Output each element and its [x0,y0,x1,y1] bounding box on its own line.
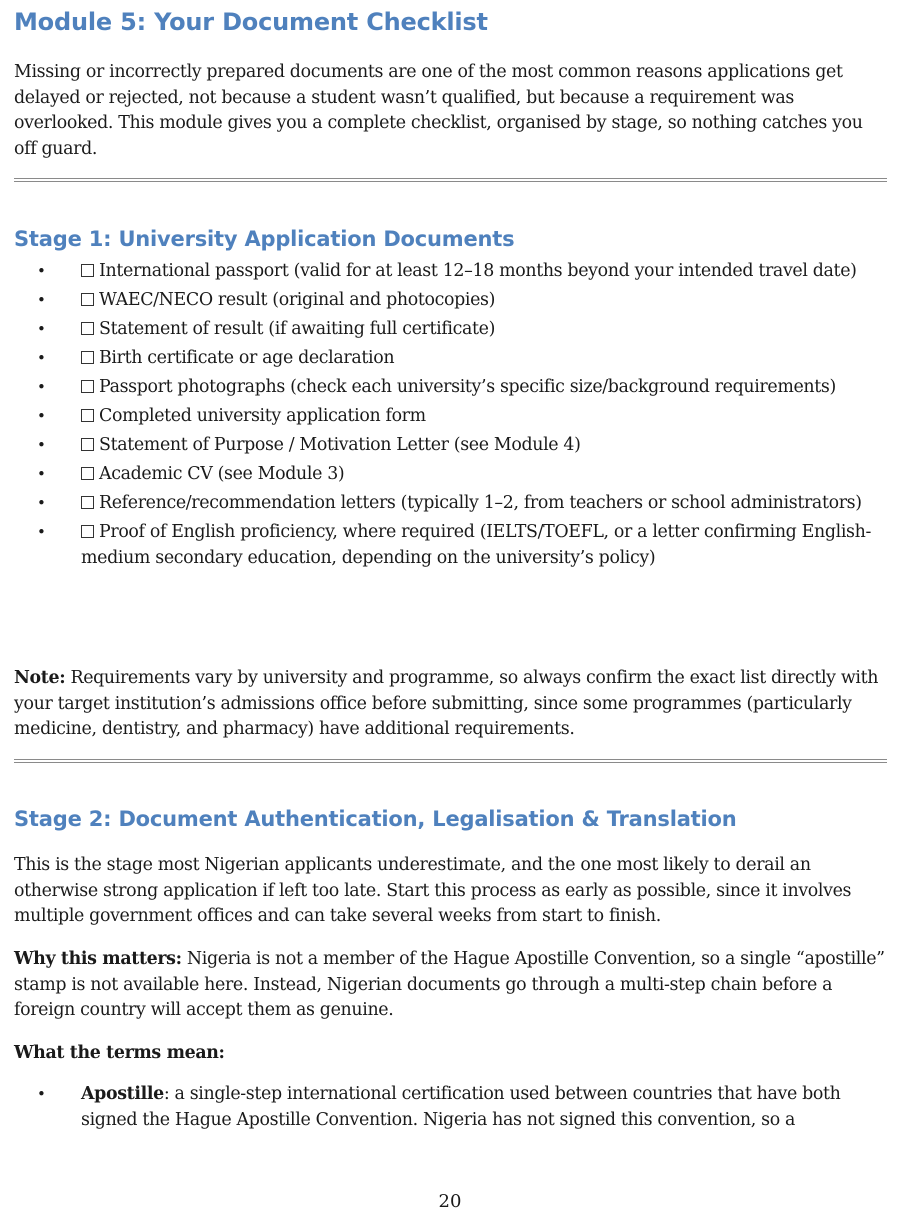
checklist-item [14,520,887,571]
checkbox-icon[interactable] [81,380,94,393]
checklist-item-text: WAEC/NECO result (original and photocopies) [99,290,496,310]
checklist-item-text: Academic CV (see Module 3) [99,464,345,484]
bullet-icon: • [37,349,46,367]
checklist-item-text: Passport photographs (check each university’s specific size/background requirements) [99,377,836,397]
bullet-icon: • [37,378,46,396]
bullet-icon: • [37,262,46,280]
section-divider [14,178,887,182]
term-definition: : a single-step international certification used between countries that have both signed the Hague Apostille Convention. Nigeria has not signed this convention, so a [81,1084,841,1130]
checkbox-icon[interactable] [81,496,94,509]
checklist-item-text: Birth certificate or age declaration [99,348,395,368]
module-title: Module 5: Your Document Checklist [14,8,488,36]
checklist-item [14,375,887,401]
page-number: 20 [438,1191,462,1212]
intro-paragraph: Missing or incorrectly prepared documents are one of the most common reasons applications get delayed or rejected, not because a student wasn’t qualified, but because a requirement was overlooked. This module gives you a complete checklist, organised by stage, so nothing catches you off guard. [14,62,863,160]
checklist-item [14,288,887,314]
stage2-intro: This is the stage most Nigerian applicants underestimate, and the one most likely to derail an otherwise strong application if left too late. Start this process as early as possible, since it involves multiple government offices and can take several weeks from start to finish. [14,855,852,927]
section-divider [14,759,887,763]
term-item [14,1082,887,1133]
bullet-icon: • [37,320,46,338]
bullet-icon: • [37,523,46,541]
checkbox-icon[interactable] [81,525,94,538]
checklist-item [14,404,887,430]
why-paragraph [14,947,887,1024]
checklist-item [14,433,887,459]
checkbox-icon[interactable] [81,409,94,422]
terms-heading: What the terms mean: [14,1043,225,1063]
stage1-heading: Stage 1: University Application Documents [14,227,515,251]
checklist-item-text: Completed university application form [99,406,426,426]
checkbox-icon[interactable] [81,322,94,335]
bullet-icon: • [37,1085,46,1103]
checklist-item [14,462,887,488]
checkbox-icon[interactable] [81,467,94,480]
stage1-checklist [14,259,887,575]
checkbox-icon[interactable] [81,438,94,451]
checklist-item [14,317,887,343]
checklist-item-text: International passport (valid for at least 12–18 months beyond your intended travel date) [99,261,857,281]
bullet-icon: • [37,494,46,512]
bullet-icon: • [37,291,46,309]
bullet-icon: • [37,407,46,425]
note-label: Note: [14,668,66,688]
why-text: Nigeria is not a member of the Hague Apostille Convention, so a single “apostille” stamp is not available here. Instead, Nigerian documents go through a multi-step chain before a foreign country will accept them as genuine. [14,949,885,1021]
terms-list [14,1082,887,1137]
bullet-icon: • [37,465,46,483]
checkbox-icon[interactable] [81,351,94,364]
term-name: Apostille [81,1084,164,1104]
bullet-icon: • [37,436,46,454]
checklist-item-text: Statement of result (if awaiting full certificate) [99,319,496,339]
stage1-note [14,666,887,743]
checkbox-icon[interactable] [81,293,94,306]
checklist-item-text: Proof of English proficiency, where required (IELTS/TOEFL, or a letter confirming English-medium secondary education, depending on the university’s policy) [81,522,871,568]
checklist-item [14,259,887,285]
checkbox-icon[interactable] [81,264,94,277]
note-text: Requirements vary by university and programme, so always confirm the exact list directly with your target institution’s admissions office before submitting, since some programmes (particularly medicine, dentistry, and pharmacy) have additional requirements. [14,668,879,740]
checklist-item [14,346,887,372]
checklist-item-text: Reference/recommendation letters (typically 1–2, from teachers or school administrators) [99,493,862,513]
checklist-item-text: Statement of Purpose / Motivation Letter (see Module 4) [99,435,581,455]
checklist-item [14,491,887,517]
stage2-heading: Stage 2: Document Authentication, Legalisation & Translation [14,807,737,831]
why-label: Why this matters: [14,949,182,969]
